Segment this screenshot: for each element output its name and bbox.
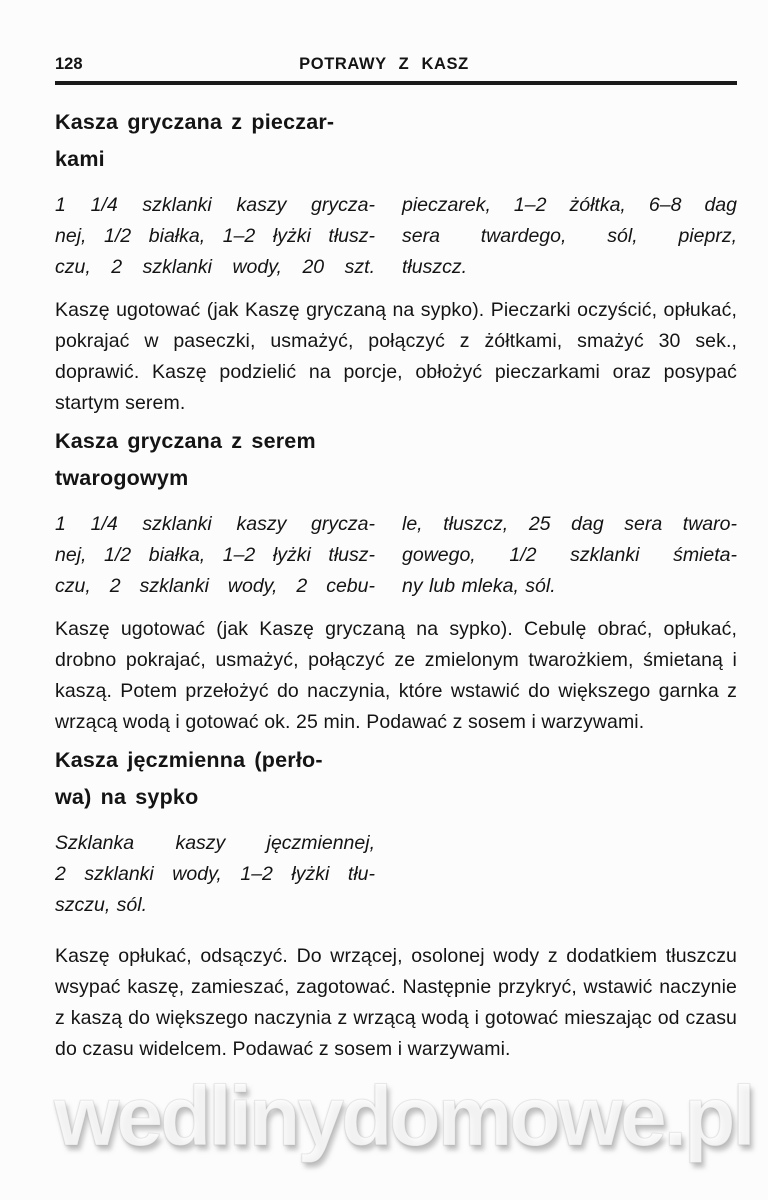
recipe-title	[55, 742, 737, 816]
ingredient-line: czu, 2 szklanki wody, 20 szt.	[55, 255, 375, 278]
ingredient-line: sera twardego, sól, pieprz,	[402, 224, 737, 247]
recipe-title-line: twarogowym	[55, 465, 189, 490]
watermark: wedlinydomowe.pl	[54, 1069, 753, 1163]
ingredient-line: pieczarek, 1–2 żółtka, 6–8 dag	[402, 193, 737, 216]
ingredient-line: tłuszcz.	[402, 255, 468, 278]
ingredient-line: 1 1/4 szklanki kaszy grycza-	[55, 193, 375, 216]
recipe-ingredients	[55, 509, 737, 602]
ingredient-line: 1 1/4 szklanki kaszy grycza-	[55, 512, 375, 535]
ingredient-line: nej, 1/2 białka, 1–2 łyżki tłusz-	[55, 224, 375, 247]
ingredient-line: gowego, 1/2 szklanki śmieta-	[402, 543, 737, 566]
header-rule	[55, 81, 737, 85]
recipe-title-line: Kasza gryczana z serem	[55, 428, 316, 453]
recipe-instructions: Kaszę ugotować (jak Kaszę gryczaną na sypko). Cebulę obrać, opłukać, drobno pokrajać, usmażyć, połączyć ze zmielonym twarożkiem, śmietaną i kaszą. Potem przełożyć do naczynia, które wstawić do większego garnka z wrzącą wodą i gotować ok. 25 min. Podawać z sosem i warzywami.	[55, 617, 737, 733]
ingredient-line: czu, 2 szklanki wody, 2 cebu-	[55, 574, 375, 597]
recipe-section-3	[55, 742, 737, 1065]
ingredients-right-column	[402, 509, 737, 602]
page-header	[55, 54, 737, 74]
recipe-title-line: Kasza jęczmienna (perło-	[55, 747, 323, 772]
ingredient-line: ny lub mleka, sól.	[402, 574, 556, 597]
recipe-instructions: Kaszę opłukać, odsączyć. Do wrzącej, osolonej wody z dodatkiem tłuszczu wsypać kaszę, zamieszać, zagotować. Następnie przykryć, wstawić naczynie z kaszą do większego naczynia z wrzącą wodą i gotować mieszając od czasu do czasu widelcem. Podawać z sosem i warzywami.	[55, 944, 737, 1060]
recipe-title-line: Kasza gryczana z pieczar-	[55, 109, 335, 134]
ingredient-line: Szklanka kaszy jęczmiennej,	[55, 831, 375, 854]
recipe-ingredients	[55, 828, 737, 921]
recipe-title-line: kami	[55, 146, 105, 171]
ingredient-line: szczu, sól.	[55, 893, 148, 916]
ingredient-line: nej, 1/2 białka, 1–2 łyżki tłusz-	[55, 543, 375, 566]
page-number: 128	[55, 55, 83, 73]
header-title: POTRAWY Z KASZ	[299, 55, 469, 73]
recipe-title	[55, 423, 737, 497]
ingredients-left-column	[55, 509, 375, 602]
ingredients-right-column	[402, 190, 737, 283]
ingredients-left-column	[55, 190, 375, 283]
ingredient-line: le, tłuszcz, 25 dag sera twaro-	[402, 512, 737, 535]
recipe-title-line: wa) na sypko	[55, 784, 199, 809]
recipe-section-1	[55, 104, 737, 419]
recipe-section-2	[55, 423, 737, 738]
ingredient-line: 2 szklanki wody, 1–2 łyżki tłu-	[55, 862, 375, 885]
recipe-instructions: Kaszę ugotować (jak Kaszę gryczaną na sypko). Pieczarki oczyścić, opłukać, pokrajać w paseczki, usmażyć, połączyć z żółtkami, smażyć 30 sek., doprawić. Kaszę podzielić na porcje, obłożyć pieczarkami oraz posypać startym serem.	[55, 298, 737, 414]
recipe-ingredients	[55, 190, 737, 283]
recipe-title	[55, 104, 737, 178]
ingredients-left-column	[55, 828, 375, 921]
